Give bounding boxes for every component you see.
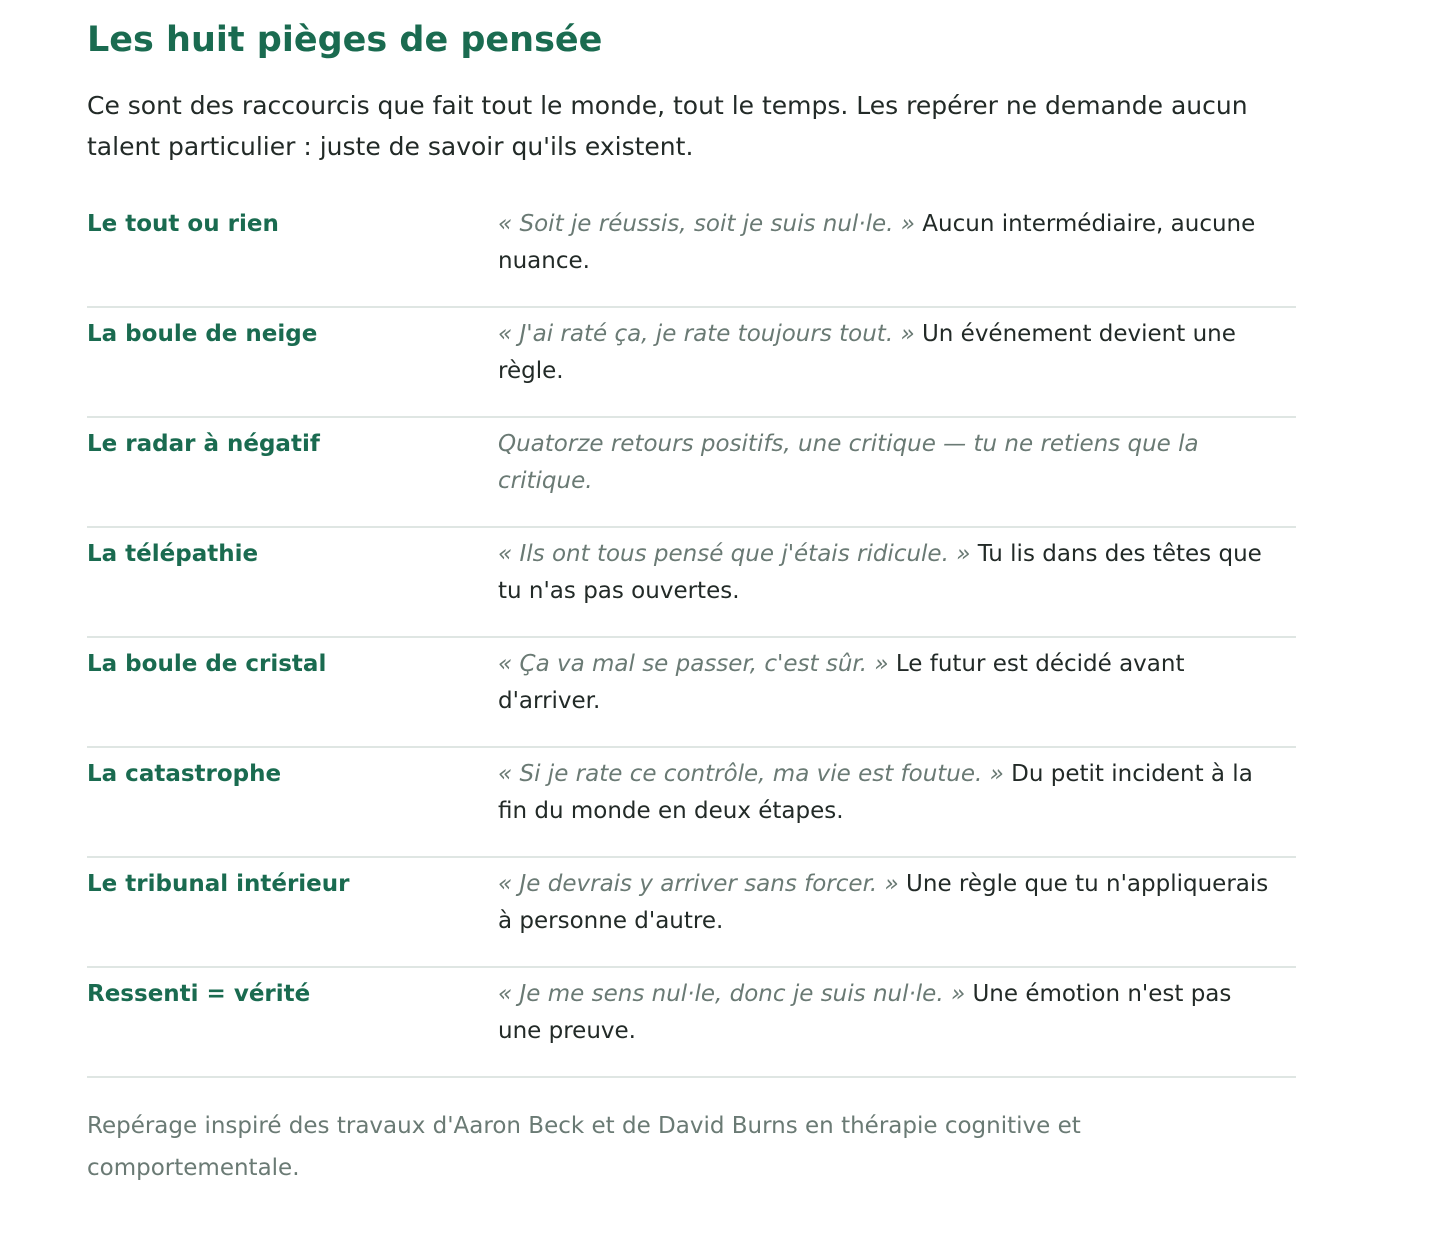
trap-quote: « J'ai raté ça, je rate toujours tout. » [498,321,915,347]
trap-quote: « Soit je réussis, soit je suis nul·le. » [498,211,915,237]
trap-quote: « Ils ont tous pensé que j'étais ridicule. » [498,541,971,567]
trap-row [87,198,1296,308]
traps-list [87,198,1296,1078]
trap-description [498,638,1296,746]
trap-name: Le tribunal intérieur [87,871,350,897]
trap-explanation: Tu lis dans des têtes que tu n'as pas ouvertes. [498,541,1262,604]
trap-quote: « Ça va mal se passer, c'est sûr. » [498,651,889,677]
trap-description [498,968,1296,1076]
article [87,0,1296,1189]
trap-description [498,198,1296,306]
trap-explanation: Un événement devient une règle. [498,321,1236,384]
trap-row [87,528,1296,638]
trap-name: La boule de cristal [87,651,327,677]
trap-row [87,638,1296,748]
trap-row [87,858,1296,968]
trap-name: La boule de neige [87,321,318,347]
page-title: Les huit pièges de pensée [87,20,603,60]
trap-description [498,748,1296,856]
trap-description [498,528,1296,636]
trap-description [498,858,1296,966]
trap-quote: Quatorze retours positifs, une critique — tu ne retiens que la critique. [498,431,1199,494]
trap-explanation: Une émotion n'est pas une preuve. [498,981,1232,1044]
trap-description [498,308,1296,416]
trap-quote: « Je devrais y arriver sans forcer. » [498,871,899,897]
trap-name: Ressenti = vérité [87,981,311,1007]
trap-row [87,748,1296,858]
trap-explanation: Une règle que tu n'appliquerais à personne d'autre. [498,871,1269,934]
trap-name: Le radar à négatif [87,431,320,457]
trap-description [498,418,1296,526]
trap-row [87,968,1296,1078]
trap-row [87,308,1296,418]
trap-name: La télépathie [87,541,259,567]
trap-explanation: Aucun intermédiaire, aucune nuance. [498,211,1256,274]
source-footnote: Repérage inspiré des travaux d'Aaron Beck et de David Burns en thérapie cognitive et comportementale. [87,1113,1081,1181]
trap-explanation: Le futur est décidé avant d'arriver. [498,651,1185,714]
trap-name: La catastrophe [87,761,282,787]
trap-name: Le tout ou rien [87,211,279,237]
intro-paragraph: Ce sont des raccourcis que fait tout le monde, tout le temps. Les repérer ne demande aucun talent particulier : juste de savoir qu'ils existent. [87,91,1248,161]
trap-quote: « Je me sens nul·le, donc je suis nul·le. » [498,981,966,1007]
trap-quote: « Si je rate ce contrôle, ma vie est foutue. » [498,761,1004,787]
trap-explanation: Du petit incident à la fin du monde en deux étapes. [498,761,1253,824]
trap-row [87,418,1296,528]
